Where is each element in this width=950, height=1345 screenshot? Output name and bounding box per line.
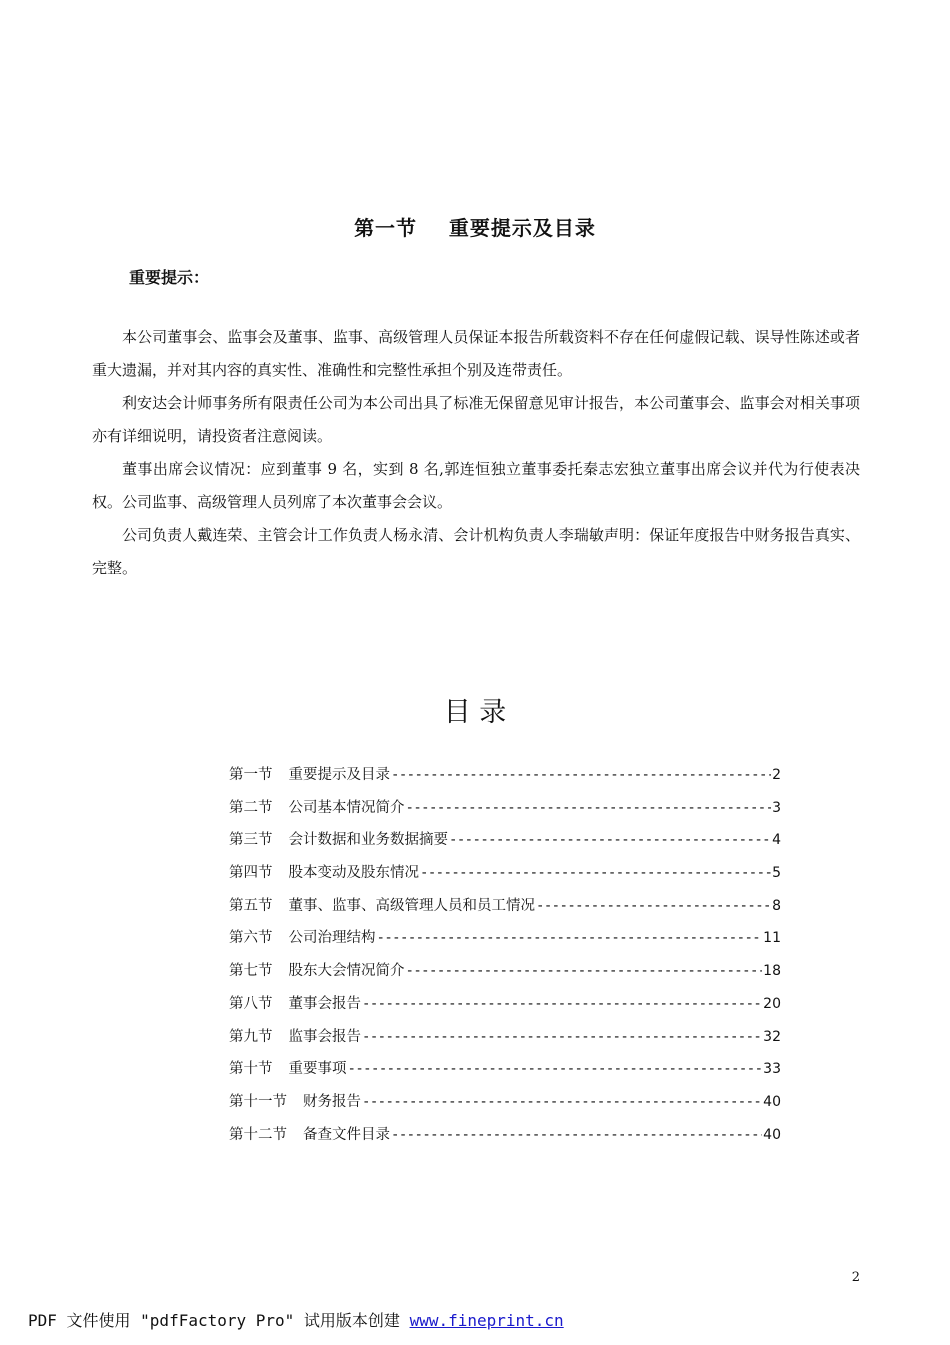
notice-body — [92, 321, 860, 585]
toc-title: 目 录 — [443, 697, 507, 728]
toc-item[interactable] — [229, 926, 781, 959]
toc-section-number: 第十二节 — [229, 1126, 287, 1143]
toc-page-number: 33 — [763, 1061, 781, 1078]
toc-dot-leader — [420, 861, 771, 885]
section-title: 第一节 重要提示及目录 — [354, 216, 596, 240]
toc-dot-leader — [348, 1057, 763, 1081]
toc-section-number: 第十节 — [229, 1061, 273, 1078]
toc-section-name: 重要事项 — [288, 1061, 347, 1078]
page-number: 2 — [851, 1270, 860, 1285]
toc-section-number: 第一节 — [229, 767, 273, 783]
toc-dot-leader — [391, 1123, 762, 1147]
toc-section-name: 重要提示及目录 — [288, 767, 390, 783]
toc-item[interactable] — [229, 1025, 781, 1058]
toc-section-number: 第三节 — [229, 832, 273, 849]
toc-item[interactable] — [229, 861, 781, 894]
toc-dot-leader — [406, 796, 772, 820]
toc-item[interactable] — [229, 894, 781, 927]
toc-dot-leader — [362, 1090, 762, 1114]
toc-item[interactable] — [229, 1090, 781, 1123]
toc-section-number: 第九节 — [229, 1028, 273, 1045]
toc-dot-leader — [362, 992, 762, 1016]
toc-item[interactable] — [229, 1057, 781, 1090]
toc-section-name: 公司基本情况简介 — [288, 799, 405, 816]
toc-section-number: 第五节 — [229, 897, 273, 914]
toc-section-number: 第二节 — [229, 799, 273, 816]
toc-page-number: 4 — [772, 832, 781, 849]
notice-paragraph-declaration: 公司负责人戴连荣、主管会计工作负责人杨永清、会计机构负责人李瑞敏声明：保证年度报告中财务报告真实、完整。 — [92, 526, 860, 577]
watermark-link[interactable]: www.fineprint.cn — [409, 1311, 564, 1330]
toc-item[interactable] — [229, 992, 781, 1025]
toc-item[interactable] — [229, 828, 781, 861]
toc-page-number: 40 — [763, 1093, 781, 1110]
toc-section-name: 财务报告 — [303, 1093, 361, 1110]
toc-item[interactable] — [229, 763, 781, 796]
notice-paragraph-audit: 利安达会计师事务所有限责任公司为本公司出具了标准无保留意见审计报告，本公司董事会、监事会对相关事项亦有详细说明，请投资者注意阅读。 — [92, 394, 860, 445]
toc-page-number: 3 — [772, 799, 781, 816]
toc-section-name: 监事会报告 — [288, 1028, 361, 1045]
toc-section-number: 第四节 — [229, 865, 273, 882]
toc-dot-leader — [391, 763, 771, 787]
toc-section-name: 董事、监事、高级管理人员和员工情况 — [288, 897, 535, 914]
toc-item[interactable] — [229, 796, 781, 829]
toc-section-name: 会计数据和业务数据摘要 — [288, 832, 448, 849]
toc-item[interactable] — [229, 959, 781, 992]
notice-label: 重要提示： — [129, 268, 210, 287]
toc-page-number: 8 — [772, 897, 781, 914]
toc-section-number: 第八节 — [229, 995, 273, 1012]
toc-item[interactable] — [229, 1123, 781, 1156]
toc-dot-leader — [362, 1025, 762, 1049]
toc-page-number: 18 — [763, 963, 781, 980]
toc-page-number: 32 — [763, 1028, 781, 1045]
toc-section-number: 第六节 — [229, 930, 273, 947]
toc-section-number: 第七节 — [229, 963, 273, 980]
toc-page-number: 5 — [772, 865, 781, 882]
toc-section-name: 股本变动及股东情况 — [288, 865, 419, 882]
toc-section-name: 备查文件目录 — [303, 1126, 390, 1143]
pdffactory-watermark — [28, 1308, 564, 1331]
toc-section-name: 股东大会情况简介 — [288, 963, 405, 980]
watermark-text: PDF 文件使用 "pdfFactory Pro" 试用版本创建 — [28, 1311, 410, 1330]
toc-page-number: 20 — [763, 995, 781, 1012]
toc-page-number: 40 — [763, 1126, 781, 1143]
toc-page-number: 11 — [763, 930, 781, 947]
notice-paragraph-responsibility: 本公司董事会、监事会及董事、监事、高级管理人员保证本报告所载资料不存在任何虚假记载、误导性陈述或者重大遗漏，并对其内容的真实性、准确性和完整性承担个别及连带责任。 — [92, 328, 860, 379]
table-of-contents — [229, 763, 781, 1155]
toc-dot-leader — [536, 894, 771, 918]
toc-page-number: 2 — [772, 767, 781, 783]
toc-dot-leader — [449, 828, 771, 852]
notice-paragraph-attendance: 董事出席会议情况：应到董事 9 名，实到 8 名,郭连恒独立董事委托秦志宏独立董事出席会议并代为行使表决权。公司监事、高级管理人员列席了本次董事会会议。 — [92, 460, 860, 511]
toc-section-name: 公司治理结构 — [288, 930, 376, 947]
toc-dot-leader — [377, 926, 763, 950]
toc-section-name: 董事会报告 — [288, 995, 361, 1012]
toc-dot-leader — [406, 959, 763, 983]
toc-section-number: 第十一节 — [229, 1093, 287, 1110]
